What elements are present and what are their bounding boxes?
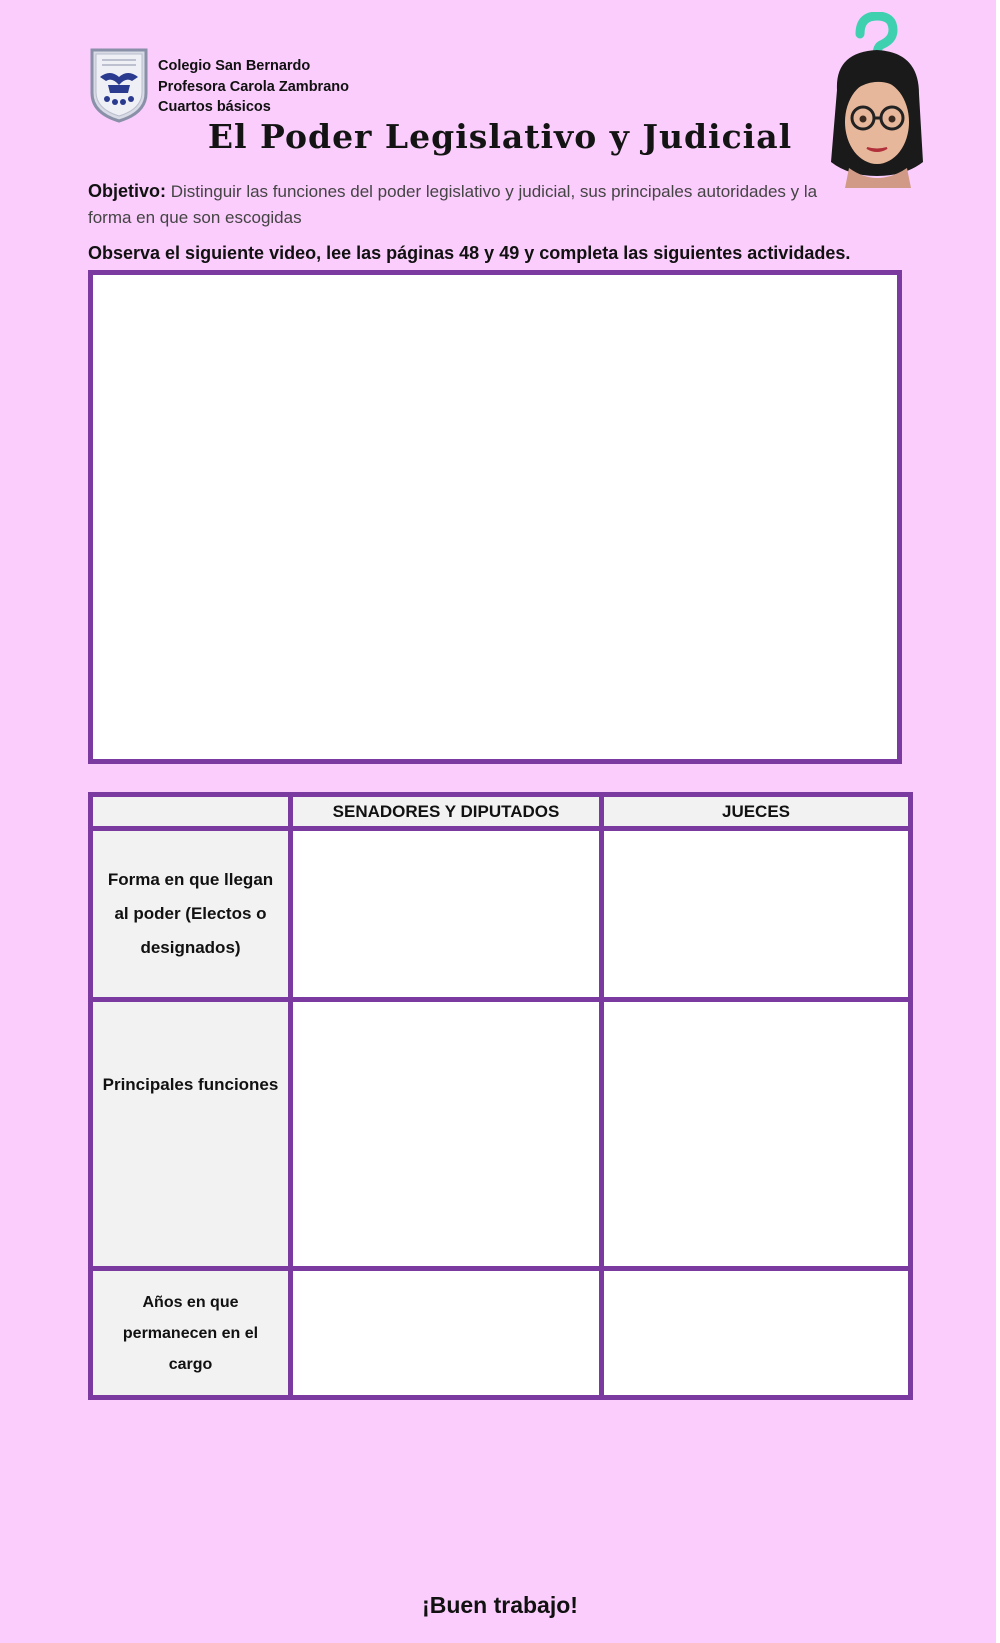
answer-cell-jueces-anos[interactable] <box>602 1269 911 1398</box>
video-embed-box[interactable] <box>88 270 902 764</box>
row-label-anos: Años en que permanecen en el cargo <box>91 1269 291 1398</box>
teacher-name: Profesora Carola Zambrano <box>158 78 349 95</box>
table-row <box>91 829 911 1000</box>
objective-text: Distinguir las funciones del poder legislativo y judicial, sus principales autoridades y la forma en que son escogidas <box>88 182 818 227</box>
answer-cell-senadores-anos[interactable] <box>291 1269 602 1398</box>
objective <box>88 178 828 231</box>
instruction-text: Observa el siguiente video, lee las páginas 48 y 49 y completa las siguientes actividades. <box>88 243 851 263</box>
answer-cell-senadores-funciones[interactable] <box>291 1000 602 1269</box>
page-edge <box>996 0 1000 1643</box>
table-row <box>91 1000 911 1269</box>
row-label-funciones: Principales funciones <box>91 1000 291 1269</box>
school-header <box>158 56 349 118</box>
header-senadores-diputados: SENADORES Y DIPUTADOS <box>291 795 602 829</box>
answer-cell-senadores-forma[interactable] <box>291 829 602 1000</box>
table-row <box>91 1269 911 1398</box>
page-title: El Poder Legislativo y Judicial <box>207 117 793 156</box>
teacher-avatar-icon <box>815 12 945 188</box>
objective-label: Objetivo: <box>88 181 167 201</box>
school-name: Colegio San Bernardo <box>158 58 311 74</box>
activity-table <box>88 792 913 1400</box>
header-empty-cell <box>91 795 291 829</box>
row-label-forma: Forma en que llegan al poder (Electos o designados) <box>91 829 291 1000</box>
table-header-row <box>91 795 911 829</box>
answer-cell-jueces-forma[interactable] <box>602 829 911 1000</box>
header-jueces: JUECES <box>602 795 911 829</box>
grade-level: Cuartos básicos <box>158 99 271 115</box>
school-logo-icon <box>88 47 150 123</box>
answer-cell-jueces-funciones[interactable] <box>602 1000 911 1269</box>
closing-message: ¡Buen trabajo! <box>422 1592 578 1618</box>
